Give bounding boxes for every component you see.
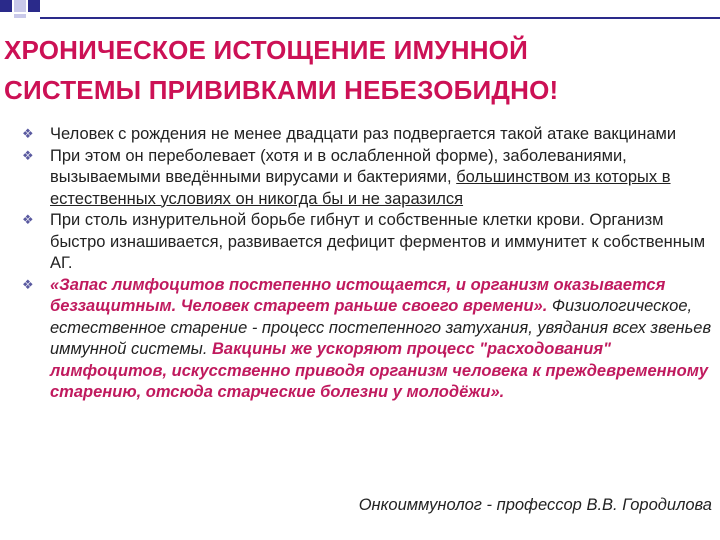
diamond-bullet-icon: ❖ <box>22 276 34 292</box>
decor-square-4 <box>14 14 26 18</box>
list-item <box>22 275 714 404</box>
list-item <box>22 146 714 211</box>
list-item <box>22 210 714 275</box>
decor-square-1 <box>0 0 12 12</box>
title-line-1: ХРОНИЧЕСКОЕ ИСТОЩЕНИЕ ИМУННОЙ <box>4 35 528 65</box>
item-underlined-text: большинством из которых в естественных условиях он никогда бы и не заразился <box>50 168 671 208</box>
attribution: Онкоиммунолог - профессор В.В. Городилова <box>358 496 712 514</box>
header-rule <box>40 17 720 19</box>
slide-title <box>4 30 716 110</box>
item-text: Человек с рождения не менее двадцати раз подвергается такой атаке вакцинами <box>50 125 677 143</box>
bullet-list <box>22 124 714 404</box>
item-italic-text: Физиологическое, естественное старение - процесс постепенного затухания, увядания всех звеньев иммунной системы. <box>50 297 712 358</box>
item-text: При столь изнурительной борьбе гибнут и собственные клетки крови. Организм быстро изнашивается, развивается дефицит ферментов и иммунитет к собственным АГ. <box>50 211 706 272</box>
diamond-bullet-icon: ❖ <box>22 147 34 163</box>
list-item <box>22 124 714 146</box>
title-line-2: СИСТЕМЫ ПРИВИВКАМИ НЕБЕЗОБИДНО! <box>4 75 559 105</box>
item-text: При этом он переболевает (хотя и в ослабленной форме), заболеваниями, вызываемыми введёнными вирусами и бактериями, <box>50 146 627 186</box>
diamond-bullet-icon: ❖ <box>22 212 34 227</box>
quote-highlight-1: «Запас лимфоцитов постепенно истощается, и организм оказывается беззащитным. Человек стареет раньше своего времени». <box>50 275 666 315</box>
decor-square-2 <box>14 0 26 12</box>
quote-highlight-2: Вакцины же ускоряют процесс "расходования" лимфоцитов, искусственно приводя организм человека к преждевременному старению, отсюда старческие болезни у молодёжи». <box>50 340 709 401</box>
diamond-bullet-icon: ❖ <box>22 126 34 141</box>
decor-square-3 <box>28 0 40 12</box>
